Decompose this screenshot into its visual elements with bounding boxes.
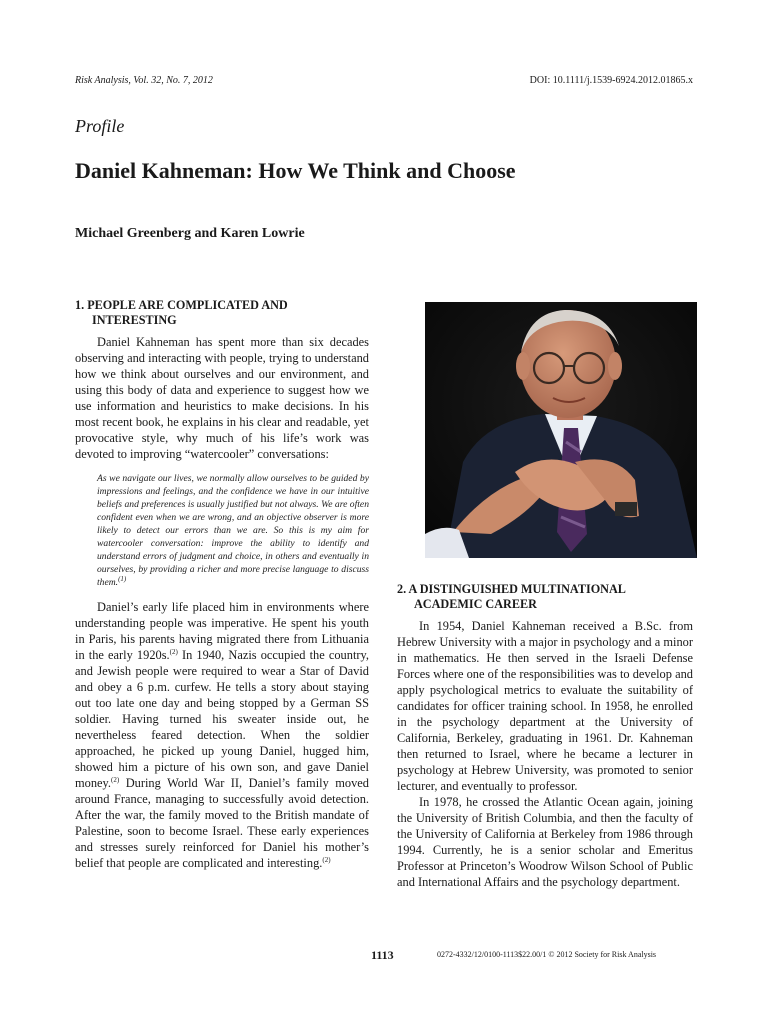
copyright-line: 0272-4332/12/0100-1113$22.00/1 © 2012 Society for Risk Analysis [437, 950, 657, 959]
section-2-heading: 2. A DISTINGUISHED MULTINATIONAL ACADEMIC CAREER [397, 582, 626, 611]
section-label: Profile [75, 116, 125, 136]
paragraph-text: In 1940, Nazis occupied the country, and Jewish people were required to wear a Star of David and obey a 6 p.m. curfew. He tells a story about staying out too late one day and being stopped by a German SS soldier. Having turned his sweater inside out, he nevertheless feared detection. When the soldier approached, he picked up young Daniel, hugged him, showed him a picture of his own son, and gave Daniel money. [75, 648, 369, 790]
block-quote [97, 472, 369, 589]
quote-text: As we navigate our lives, we normally allow ourselves to be guided by impressions and feelings, and the confidence we have in our intuitive beliefs and preferences is usually justified but not always. We are often confident even when we are wrong, and an objective observer is more likely to detect our errors than we are. So this is my aim for watercooler conversation: improve the ability to identify and understand errors of judgment and choice, in others and eventually in ourselves, by providing a richer and more precise language to discuss them. [97, 473, 369, 588]
portrait-photo [425, 302, 697, 558]
left-column [75, 298, 369, 871]
section-2-paragraph-1: In 1954, Daniel Kahneman received a B.Sc. from Hebrew University with a major in psychology and a minor in mathematics. He then served in the Israeli Defense Forces where one of the responsibilities was to develop and apply psychological metrics to evaluate the suitability of candidates for officer training school. In 1958, he enrolled in the psychology department at the University of California, Berkeley, graduating in 1961. Dr. Kahneman then returned to Israel, where he became a lecturer in psychology at Hebrew University, was promoted to senior lecturer, and eventually to professor. [397, 619, 693, 793]
section-1-paragraph-1: Daniel Kahneman has spent more than six decades observing and interacting with people, trying to understand how we think about ourselves and our environment, and using this body of data and experience to suggest how we use information and heuristics to make decisions. In his most recent book, he explains in his clear and readable, yet provocative style, why much of his life’s work was devoted to improving “watercooler” conversations: [75, 335, 369, 461]
running-head [75, 75, 693, 86]
paragraph-text: During World War II, Daniel’s family moved around France, managing to successfully avoid detection. After the war, the family moved to the British mandate of Palestine, soon to become Israel. These early experiences and stresses surely reinforced for Daniel his mother’s belief that people are complicated and interesting. [75, 776, 369, 870]
citation-ref: (2) [169, 647, 178, 656]
section-1-paragraph-2 [75, 599, 369, 871]
citation-ref: (2) [111, 775, 120, 784]
right-column [397, 302, 693, 890]
section-1-heading: 1. PEOPLE ARE COMPLICATED AND INTERESTING [75, 298, 288, 327]
authors: Michael Greenberg and Karen Lowrie [75, 226, 305, 241]
journal-citation: Risk Analysis, Vol. 32, No. 7, 2012 [75, 75, 213, 86]
article-title: Daniel Kahneman: How We Think and Choose [75, 158, 516, 183]
doi: DOI: 10.1111/j.1539-6924.2012.01865.x [529, 75, 693, 86]
citation-ref: (1) [118, 574, 127, 583]
section-2-paragraph-2: In 1978, he crossed the Atlantic Ocean again, joining the University of British Columbia, and then the faculty of the University of California at Berkeley from 1986 through 1994. Currently, he is a senior scholar and Emeritus Professor at Princeton’s Woodrow Wilson School of Public and International Affairs and the psychology department. [397, 795, 693, 889]
paragraph-text: Daniel’s early life placed him in environments where understanding people was imperative. He spent his youth in Paris, his parents having migrated there from Lithuania in the early 1920s. [75, 600, 369, 662]
page-number: 1113 [371, 948, 394, 962]
citation-ref: (2) [322, 855, 331, 864]
